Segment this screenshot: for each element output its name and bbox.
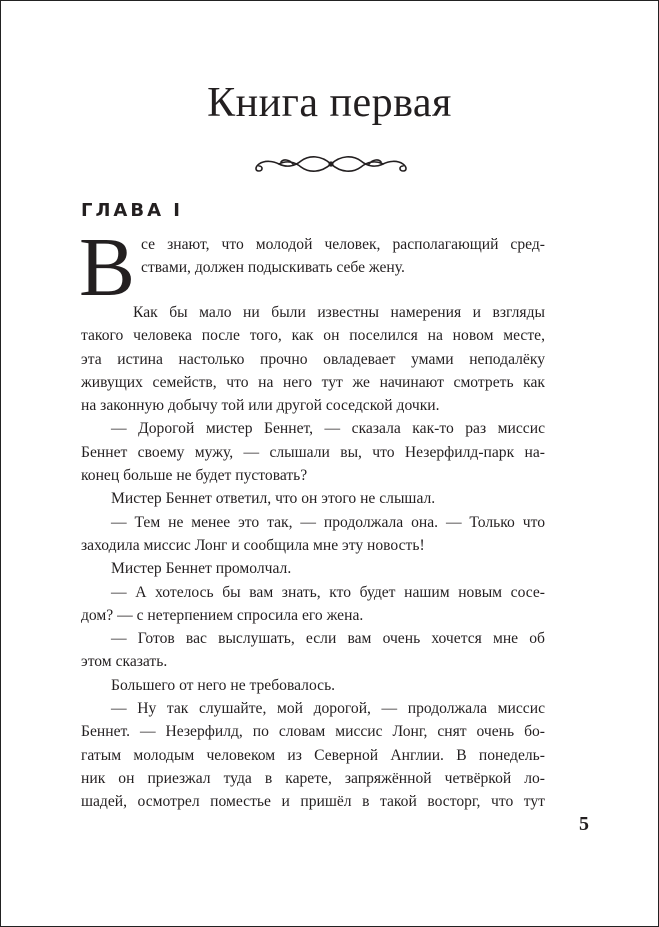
text-line: такого человека после того, как он поселился на новом месте, xyxy=(81,327,545,345)
paragraph xyxy=(81,627,545,674)
flourish-ornament-icon xyxy=(249,151,413,177)
paragraph xyxy=(81,557,545,580)
text-line: живущих семейств, что на него тут же начинают смотреть как xyxy=(81,373,545,391)
text-line: — А хотелось бы вам знать, кто будет нашим новым сосе- xyxy=(111,583,545,601)
text-line: заходила миссис Лонг и сообщила мне эту новость! xyxy=(81,536,425,554)
text-line: — Дорогой мистер Беннет, — сказала как-то раз миссис xyxy=(111,420,545,438)
text-line: Беннет. — Незерфилд, по словам миссис Лонг, снят очень бо- xyxy=(81,723,545,741)
paragraph xyxy=(81,511,545,558)
paragraph xyxy=(81,417,545,487)
book-title: Книга первая xyxy=(207,80,452,126)
text-line: гатым молодым человеком из Северной Англии. В понедель- xyxy=(81,746,545,764)
text-line: — Готов вас выслушать, если вам очень хочется мне об xyxy=(111,630,545,648)
chapter-heading: ГЛАВА I xyxy=(81,200,183,221)
text-line: Мистер Беннет ответил, что он этого не слышал. xyxy=(111,490,436,508)
paragraph xyxy=(81,581,545,628)
body-text xyxy=(79,221,545,814)
text-line: Как бы мало ни были известны намерения и взгляды xyxy=(133,304,545,321)
text-line: эта истина настолько прочно овладевает умами неподалёку xyxy=(81,350,545,368)
paragraph xyxy=(79,221,545,417)
paragraph xyxy=(81,487,545,510)
text-line: конец больше не будет пустовать? xyxy=(81,467,308,485)
text-line: ник он приезжал туда в карете, запряжённой четвёркой ло- xyxy=(81,769,545,787)
text-line: — Ну так слушайте, мой дорогой, — продолжала миссис xyxy=(111,700,545,718)
text-line: дом? — с нетерпением спросила его жена. xyxy=(81,606,364,624)
text-line: се знают, что молодой человек, располагающий сред- xyxy=(141,236,545,253)
paragraph xyxy=(81,697,545,813)
text-line: Беннет своему мужу, — слышали вы, что Незерфилд-парк на- xyxy=(81,443,545,461)
page-number: 5 xyxy=(579,813,589,835)
drop-cap: В xyxy=(79,221,136,314)
text-line: Мистер Беннет промолчал. xyxy=(111,560,292,578)
text-line: ствами, должен подыскивать себе жену. xyxy=(141,259,405,277)
text-line: Большего от него не требовалось. xyxy=(111,676,336,694)
text-line: этом сказать. xyxy=(81,653,168,671)
paragraph xyxy=(81,674,545,697)
text-line: шадей, осмотрел поместье и пришёл в такой восторг, что тут xyxy=(81,793,545,811)
text-line: — Тем не менее это так, — продолжала она. — Только что xyxy=(111,513,545,531)
text-line: на законную добычу той или другой соседской дочки. xyxy=(81,397,440,415)
